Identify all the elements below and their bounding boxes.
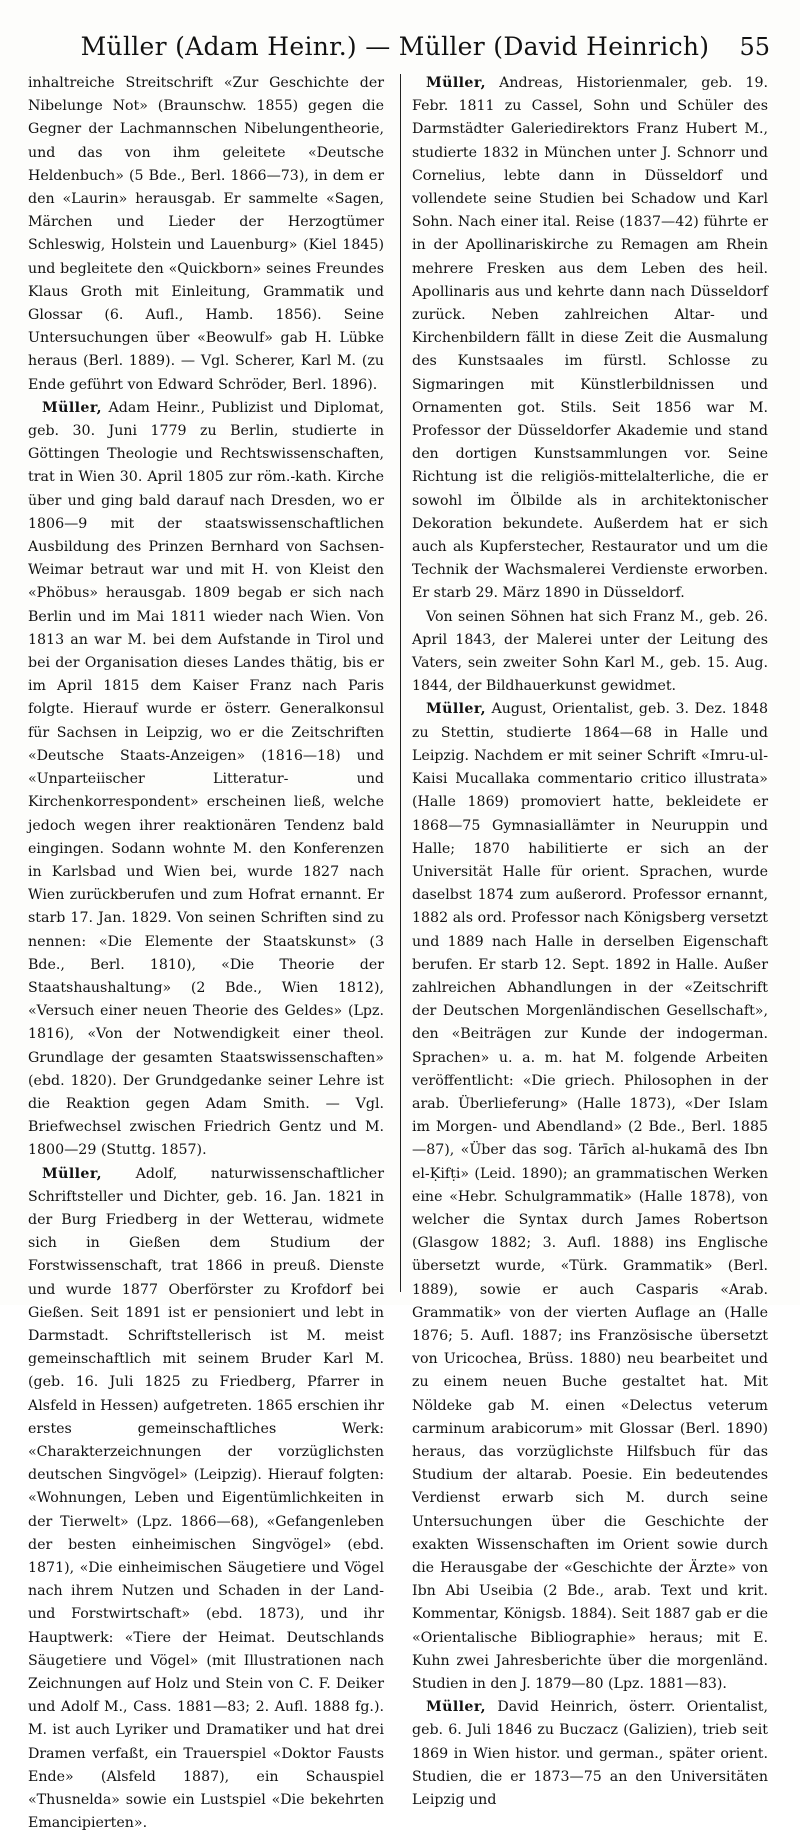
entry-headword: Müller,: [426, 75, 487, 91]
entry-mueller-adam-heinrich: [28, 397, 384, 1163]
entry-text: Andreas, Historienmaler, geb. 19. Febr. 1811 zu Cassel, Sohn und Schüler des Darmstädter Galeriedirektors Franz Hubert M., studierte 1832 in München unter J. Schnorr und Cornelius, lebte dann in Düsseldorf und vollendete seine Studien bei Schadow und Karl Sohn. Nach einer ital. Reise (1837—42) führte er in der Apollinariskirche zu Remagen am Rhein mehrere Fresken aus dem Leben des heil. Apollinaris aus und kehrte dann nach Düsseldorf zurück. Neben zahlreichen Altar- und Kirchenbildern fällt in diese Zeit die Ausmalung des Kunstsaales im fürstl. Schlosse zu Sigmaringen mit Künstlerbildnissen und Ornamenten got. Stils. Seit 1856 war M. Professor der Düsseldorfer Akademie und stand den dortigen Kunstsammlungen vor. Seine Richtung ist die religiös-mittelalterliche, die er sowohl im Ölbilde als in architektonischer Dekoration bekundete. Außerdem hat er sich auch als Kupferstecher, Restaurator und um die Technik der Wachsmalerei Verdienste erworben. Er starb 29. März 1890 in Düsseldorf.: [412, 75, 768, 602]
entry-mueller-august: [412, 698, 768, 1696]
entry-text: August, Orientalist, geb. 3. Dez. 1848 zu Stettin, studierte 1864—68 in Halle und Leipzig. Nachdem er mit seiner Schrift «Imru-ul-Kaisi Mucallaka commentario critico illustrata» (Halle 1869) promoviert hatte, bekleidete er 1868—75 Gymnasiallämter in Neuruppin und Halle; 1870 habilitierte er sich an der Universität Halle für orient. Sprachen, wurde daselbst 1874 zum außerord. Professor ernannt, 1882 als ord. Professor nach Königsberg versetzt und 1889 nach Halle in derselben Eigenschaft berufen. Er starb 12. Sept. 1892 in Halle. Außer zahlreichen Abhandlungen in der «Zeitschrift der Deutschen Morgenländischen Gesellschaft», den «Beiträgen zur Kunde der indogerman. Sprachen» u. a. m. hat M. folgende Arbeiten veröffentlicht: «Die griech. Philosophen in der arab. Überlieferung» (Halle 1873), «Der Islam im Morgen- und Abendland» (2 Bde., Berl. 1885—87), «Über das sog. Tārīch al-hukamā des Ibn el-Ḳifṭi» (Leid. 1890); an grammatischen Werken eine «Hebr. Schulgrammatik» (Halle 1878), von welcher die Syntax durch James Robertson (Glasgow 1882; 3. Aufl. 1888) ins Englische übersetzt wurde, «Türk. Grammatik» (Berl. 1889), sowie er auch Casparis «Arab. Grammatik» von der vierten Auflage an (Halle 1876; 5. Aufl. 1887; ins Französische übersetzt von Uricochea, Brüss. 1880) neu bearbeitet und zu einem neuen Buche gestaltet hat. Mit Nöldeke gab M. einen «Delectus veterum carminum arabicorum» mit Glossar (Berl. 1890) heraus, das vorzüglichste Hilfsbuch für das Studium der altarab. Poesie. Ein bedeutendes Verdienst erwarb sich M. durch seine Untersuchungen über die Geschichte der exakten Wissenschaften im Orient sowie durch die Herausgabe der «Geschichte der Ärzte» von Ibn Abi Useibia (2 Bde., arab. Text und krit. Kommentar, Königsb. 1884). Seit 1887 gab er die «Orientalische Bibliographie» heraus; mit E. Kuhn zwei Jahresberichte über die morgenländ. Studien in den J. 1879—80 (Lpz. 1881—83).: [412, 701, 768, 1693]
entry-mueller-david-heinrich: [412, 1696, 768, 1812]
running-head: [60, 28, 770, 68]
entry-headword: Müller,: [426, 1699, 487, 1716]
continued-paragraph: inhaltreiche Streitschrift «Zur Geschichte der Nibelunge Not» (Braunschw. 1855) gegen die Gegner der Lachmannschen Nibelungentheorie, und das von ihm geleitete «Deutsche Heldenbuch» (5 Bde., Berl. 1866—73), in dem er den «Laurin» herausgab. Er sammelte «Sagen, Märchen und Lieder der Herzogtümer Schleswig, Holstein und Lauenburg» (Kiel 1845) und begleitete den «Quickborn» seines Freundes Klaus Groth mit Einleitung, Grammatik und Glossar (6. Aufl., Hamb. 1856). Seine Untersuchungen über «Beowulf» gab H. Lübke heraus (Berl. 1889). — Vgl. Scherer, Karl M. (zu Ende geführt von Edward Schröder, Berl. 1896).: [28, 75, 384, 393]
entry-mueller-andreas: [412, 72, 768, 606]
column-divider: [400, 74, 401, 1292]
running-title: Müller (Adam Heinr.) — Müller (David Heinrich): [80, 32, 710, 61]
entry-text: David Heinrich, österr. Orientalist, geb. 6. Juli 1846 zu Buczacz (Galizien), trieb seit 1869 in Wien histor. und german., später orient. Studien, die er 1873—75 an den Universitäten Leipzig und: [412, 1699, 768, 1809]
entry-headword: Müller,: [42, 399, 103, 416]
right-column: [412, 72, 768, 1809]
entry-mueller-adolf: [28, 1163, 384, 1835]
left-column: [28, 72, 384, 1832]
entry-headword: Müller,: [42, 1165, 103, 1182]
entry-text: Adam Heinr., Publizist und Diplomat, geb. 30. Juni 1779 zu Berlin, studierte in Göttingen Theologie und Rechtswissenschaften, trat in Wien 30. April 1805 zur röm.-kath. Kirche über und ging bald darauf nach Dresden, wo er 1806—9 mit der staatswissenschaftlichen Ausbildung des Prinzen Bernhard von Sachsen-Weimar betraut war und mit H. von Kleist den «Phöbus» herausgab. 1809 begab er sich nach Berlin und im Mai 1811 wieder nach Wien. Von 1813 an war M. bei dem Aufstande in Tirol und bei der Organisation dieses Landes thätig, bis er im April 1815 dem Kaiser Franz nach Paris folgte. Hierauf wurde er österr. Generalkonsul für Sachsen in Leipzig, wo er die Zeitschriften «Deutsche Staats-Anzeigen» (1816—18) und «Unparteiischer Litteratur- und Kirchenkorrespondent» erscheinen ließ, welche jedoch wegen ihrer reaktionären Tendenz bald eingingen. Sodann wohnte M. den Konferenzen in Karlsbad und Wien bei, wurde 1827 nach Wien zurückberufen und zum Hofrat ernannt. Er starb 17. Jan. 1829. Von seinen Schriften sind zu nennen: «Die Elemente der Staatskunst» (3 Bde., Berl. 1810), «Die Theorie der Staatshaushaltung» (2 Bde., Wien 1812), «Versuch einer neuen Theorie des Geldes» (Lpz. 1816), «Von der Notwendigkeit einer theol. Grundlage der gesamten Staatswissenschaften» (ebd. 1820). Der Grundgedanke seiner Lehre ist die Reaktion gegen Adam Smith. — Vgl. Briefwechsel zwischen Friedrich Gentz und M. 1800—29 (Stuttg. 1857).: [28, 399, 384, 1159]
entry-text: Adolf, naturwissenschaftlicher Schriftsteller und Dichter, geb. 16. Jan. 1821 in der Burg Friedberg in der Wetterau, widmete sich in Gießen dem Studium der Forstwissenschaft, trat 1866 in preuß. Dienste und wurde 1877 Oberförster zu Krofdorf bei Gießen. Seit 1891 ist er pensioniert und lebt in Darmstadt. Schriftstellerisch ist M. meist gemeinschaftlich mit seinem Bruder Karl M. (geb. 16. Juli 1825 zu Friedberg, Pfarrer in Alsfeld in Hessen) aufgetreten. 1865 erschien ihr erstes gemeinschaftliches Werk: «Charakterzeichnungen der vorzüglichsten deutschen Singvögel» (Leipzig). Hierauf folgten: «Wohnungen, Leben und Eigentümlichkeiten in der Tierwelt» (Lpz. 1866—68), «Gefangenleben der besten einheimischen Singvögel» (ebd. 1871), «Die einheimischen Säugetiere und Vögel nach ihrem Nutzen und Schaden in der Land- und Forstwirtschaft» (ebd. 1873), und ihr Hauptwerk: «Tiere der Heimat. Deutschlands Säugetiere und Vögel» (mit Illustrationen nach Zeichnungen auf Holz und Stein von C. F. Deiker und Adolf M., Cass. 1881—83; 2. Aufl. 1888 fg.). M. ist auch Lyriker und Dramatiker und hat drei Dramen verfaßt, ein Trauerspiel «Doktor Fausts Ende» (Alsfeld 1887), ein Schauspiel «Thusnelda» sowie ein Lustspiel «Die bekehrten Emancipierten».: [28, 1165, 384, 1832]
page-number: 55: [739, 33, 770, 61]
entry-headword: Müller,: [426, 701, 487, 718]
sons-paragraph: Von seinen Söhnen hat sich Franz M., geb. 26. April 1843, der Malerei unter der Leitung des Vaters, sein zweiter Sohn Karl M., geb. 15. Aug. 1844, der Bildhauerkunst gewidmet.: [412, 608, 768, 695]
